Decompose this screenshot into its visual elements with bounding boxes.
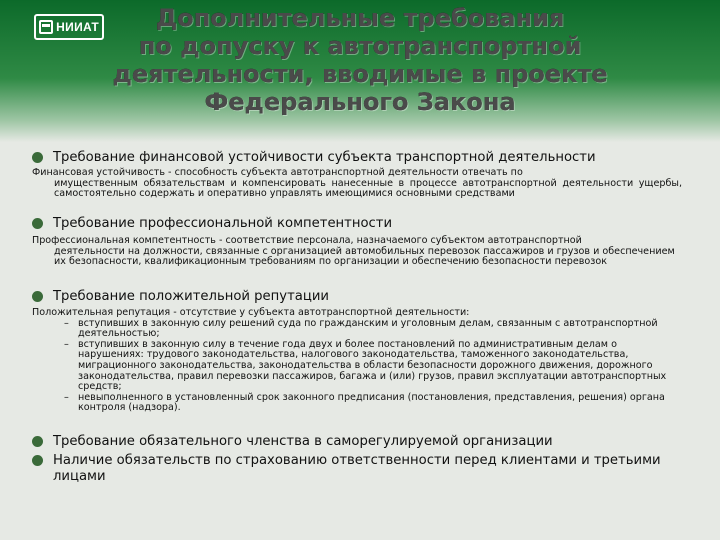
title-line: Федерального Закона [204,88,516,116]
bullet-heading: Требование положительной репутации [53,289,329,304]
reputation-subitem [32,340,682,393]
financial-definition [32,168,682,200]
slide-title [60,4,660,116]
subitem-text: невыполненного в установленный срок законного предписания (постановления, представления, решения) органа контроля (надзора). [78,391,665,414]
reputation-subitem [32,319,682,340]
definition-cont: имущественным обязательствам и компенсировать нанесенные в процессе автотранспортной деятельности ущербы, самостоятельно содержать и оперативно управлять имеющимися основными средствами [54,177,682,200]
bullet-heading: Требование обязательного членства в саморегулируемой организации [53,434,553,449]
bullet-financial [32,150,692,166]
bullet-competence [32,216,692,232]
title-line: по допуску к автотранспортной [138,32,582,60]
bullet-dot-icon [32,218,43,229]
dash-icon: – [64,391,69,403]
reputation-subitem [32,393,682,414]
dash-icon: – [64,338,69,350]
bullet-dot-icon [32,152,43,163]
bullet-reputation [32,289,692,305]
bullet-heading: Требование финансовой устойчивости субъекта транспортной деятельности [53,150,596,165]
subitem-text: вступивших в законную силу решений суда по гражданским и уголовным делам, связанным с автотранспортной деятельностью; [78,317,658,340]
bullet-dot-icon [32,436,43,447]
slide-header [0,0,720,142]
bus-icon [39,20,53,34]
bullet-dot-icon [32,291,43,302]
subitem-text: вступивших в законную силу в течение года двух и более постановлений по административным делам о нарушениях: трудового законодательства, налогового законодательства, таможенного законодательства, миграционного законодательства, законодательства в области безопасности дорожного движения, дорожного законодательства, правил перевозки пассажиров, багажа и (или) грузов, правил эксплуатации автотранспортных средств; [78,338,667,393]
dash-icon: – [64,317,69,329]
definition-lead: Профессиональная компетентность - соответствие персонала, назначаемого субъектом автотранспортной [32,235,582,246]
logo-text: НИИАТ [56,20,99,34]
bullet-insurance [32,453,692,485]
bullet-dot-icon [32,455,43,466]
definition-lead: Финансовая устойчивость - способность субъекта автотранспортной деятельности отвечать по [32,167,523,178]
title-line: Дополнительные требования [155,4,565,32]
definition-cont: деятельности на должности, связанные с организацией автомобильных перевозок пассажиров и грузов и обеспечением их безопасности, квалификационным требованиям по организации и обеспечению безопасности перевозок [54,245,675,268]
bullet-heading: Наличие обязательств по страхованию ответственности перед клиентами и третьими лицами [53,453,661,484]
bullet-membership [32,434,692,450]
definition-lead: Положительная репутация - отсутствие у субъекта автотранспортной деятельности: [32,307,470,318]
reputation-definition [32,308,682,414]
competence-definition [32,236,682,268]
title-line: деятельности, вводимые в проекте [112,60,608,88]
bullet-heading: Требование профессиональной компетентности [53,216,393,231]
